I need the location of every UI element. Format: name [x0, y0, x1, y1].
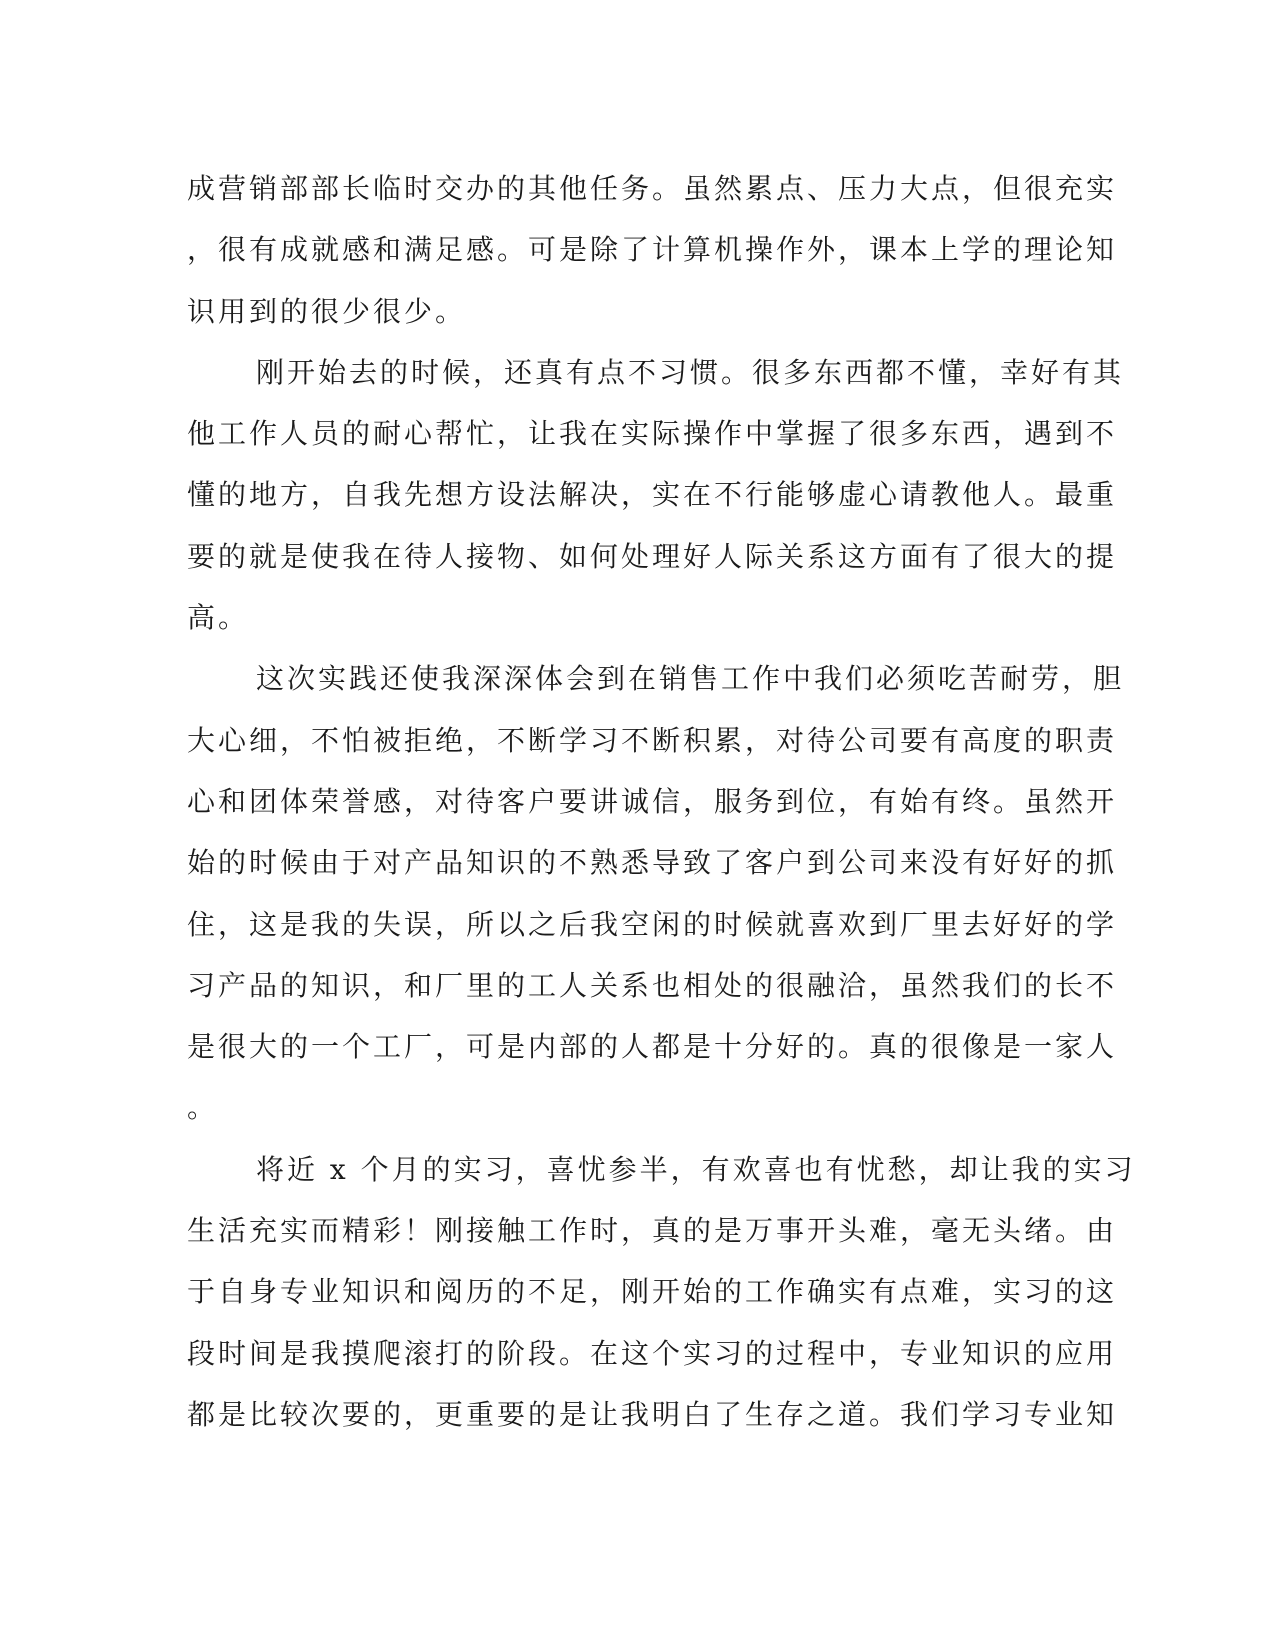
text-line: 生活充实而精彩！刚接触工作时，真的是万事开头难，毫无头绪。由 — [187, 1214, 1118, 1248]
text-line: 成营销部部长临时交办的其他任务。虽然累点、压力大点，但很充实 — [187, 172, 1118, 205]
text-line: 于自身专业知识和阅历的不足，刚开始的工作确实有点难，实习的这 — [187, 1275, 1118, 1309]
text-line: 住，这是我的失误，所以之后我空闲的时候就喜欢到厂里去好好的学 — [187, 907, 1118, 941]
text-line: 心和团体荣誉感，对待客户要讲诚信，服务到位，有始有终。虽然开 — [187, 784, 1118, 818]
text-line: 他工作人员的耐心帮忙，让我在实际操作中掌握了很多东西，遇到不 — [187, 417, 1118, 451]
text-line: ，很有成就感和满足感。可是除了计算机操作外，课本上学的理论知 — [187, 233, 1118, 267]
text-line: 都是比较次要的，更重要的是让我明白了生存之道。我们学习专业知 — [187, 1397, 1118, 1431]
text-line: 要的就是使我在待人接物、如何处理好人际关系这方面有了很大的提 — [187, 539, 1118, 573]
text-line: 懂的地方，自我先想方设法解决，实在不行能够虚心请教他人。最重 — [187, 478, 1118, 512]
text-line: 识用到的很少很少。 — [187, 294, 467, 328]
text-line: 将近 x 个月的实习，喜忧参半，有欢喜也有忧愁，却让我的实习 — [256, 1152, 1136, 1186]
text-line: 大心细，不怕被拒绝，不断学习不断积累，对待公司要有高度的职责 — [187, 723, 1118, 757]
text-line: 习产品的知识，和厂里的工人关系也相处的很融洽，虽然我们的长不 — [187, 968, 1118, 1002]
text-line: 这次实践还使我深深体会到在销售工作中我们必须吃苦耐劳，胆 — [256, 662, 1125, 696]
text-line: 始的时候由于对产品知识的不熟悉导致了客户到公司来没有好好的抓 — [187, 846, 1118, 880]
text-line: 段时间是我摸爬滚打的阶段。在这个实习的过程中，专业知识的应用 — [187, 1336, 1118, 1370]
text-line: 。 — [187, 1091, 219, 1125]
text-line: 刚开始去的时候，还真有点不习惯。很多东西都不懂，幸好有其 — [256, 355, 1125, 389]
body-text — [187, 158, 1136, 1445]
text-line: 是很大的一个工厂，可是内部的人都是十分好的。真的很像是一家人 — [187, 1030, 1118, 1064]
text-line: 高。 — [187, 601, 250, 635]
